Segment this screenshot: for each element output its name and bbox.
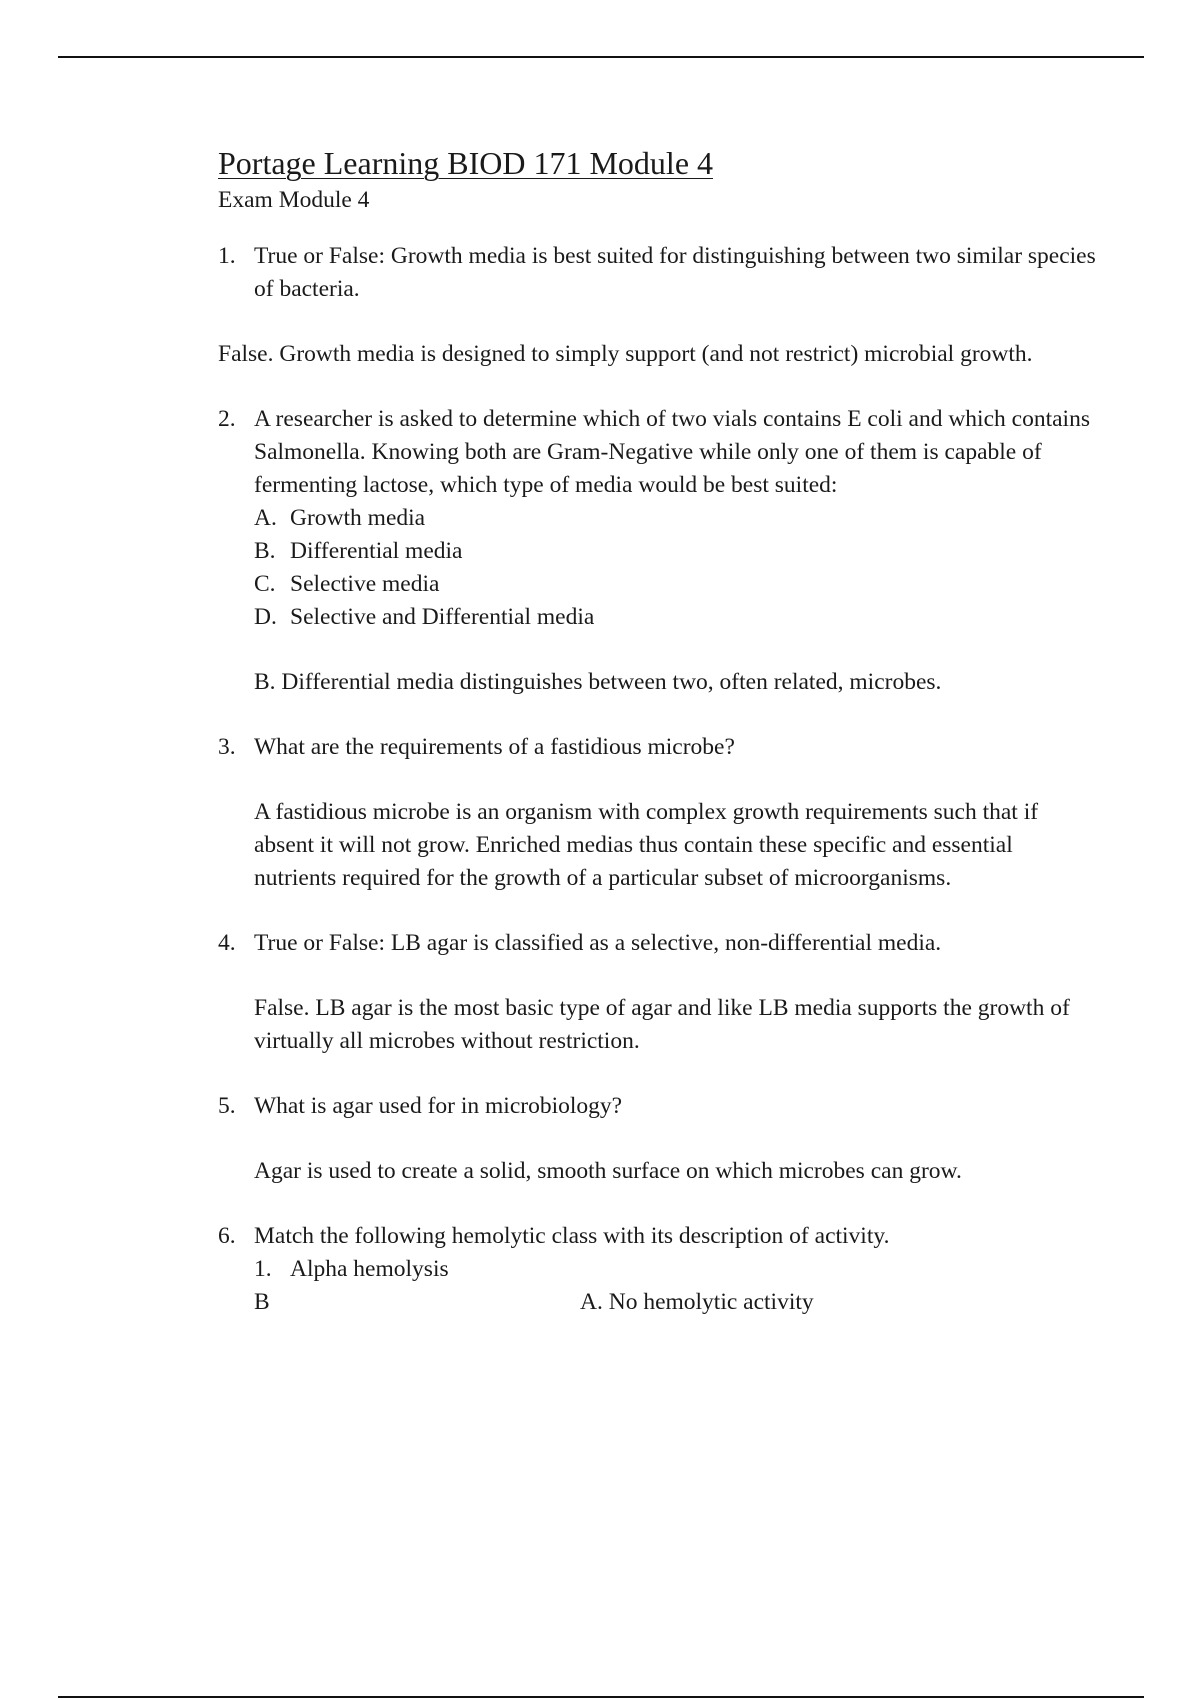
top-rule [58, 56, 1144, 58]
question-4 [218, 927, 1098, 960]
match-description: A. No hemolytic activity [580, 1289, 814, 1315]
bottom-rule [58, 1696, 1144, 1698]
option-text: Differential media [290, 538, 463, 564]
option-a [218, 502, 1098, 535]
document-body [218, 142, 1098, 1319]
question-text: True or False: Growth media is best suited for distinguishing between two similar species of bacteria. [254, 243, 1096, 302]
option-letter: B. [254, 538, 276, 564]
question-number: 4. [218, 930, 236, 956]
match-answer: B [254, 1289, 270, 1315]
option-letter: D. [254, 604, 277, 630]
answer-2: B. Differential media distinguishes between two, often related, microbes. [254, 669, 942, 695]
question-2 [218, 403, 1098, 502]
question-number: 1. [218, 243, 236, 269]
question-number: 2. [218, 406, 236, 432]
question-text: What is agar used for in microbiology? [254, 1093, 623, 1119]
option-c [218, 568, 1098, 601]
match-item-number: 1. [254, 1256, 272, 1282]
question-text: Match the following hemolytic class with its description of activity. [254, 1223, 890, 1249]
option-text: Selective and Differential media [290, 604, 595, 630]
question-6 [218, 1220, 1098, 1253]
option-text: Selective media [290, 571, 440, 597]
question-text: True or False: LB agar is classified as a selective, non-differential media. [254, 930, 942, 956]
option-d [218, 601, 1098, 634]
option-letter: C. [254, 571, 276, 597]
option-letter: A. [254, 505, 277, 531]
document-subtitle: Exam Module 4 [218, 187, 370, 213]
question-text: A researcher is asked to determine which of two vials contains E coli and which contains Salmonella. Knowing both are Gram-Negative while only one of them is capable of fermenting lactose, which type of media would be best suited: [254, 406, 1090, 498]
question-number: 3. [218, 734, 236, 760]
answer-5: Agar is used to create a solid, smooth surface on which microbes can grow. [254, 1158, 962, 1184]
answer-1: False. Growth media is designed to simply support (and not restrict) microbial growth. [218, 341, 1033, 367]
match-item-text: Alpha hemolysis [290, 1256, 449, 1282]
option-text: Growth media [290, 505, 426, 531]
question-number: 5. [218, 1093, 236, 1119]
question-text: What are the requirements of a fastidious microbe? [254, 734, 735, 760]
answer-4: False. LB agar is the most basic type of agar and like LB media supports the growth of virtually all microbes without restriction. [254, 995, 1070, 1054]
question-5 [218, 1090, 1098, 1123]
question-3 [218, 731, 1098, 764]
option-b [218, 535, 1098, 568]
answer-3: A fastidious microbe is an organism with complex growth requirements such that if absent it will not grow. Enriched medias thus contain these specific and essential nutrients required for the growth of a particular subset of microorganisms. [254, 799, 1039, 891]
question-number: 6. [218, 1223, 236, 1249]
question-1 [218, 240, 1098, 306]
match-item [218, 1253, 1098, 1286]
match-row [218, 1286, 1098, 1319]
document-title: Portage Learning BIOD 171 Module 4 [218, 145, 714, 181]
